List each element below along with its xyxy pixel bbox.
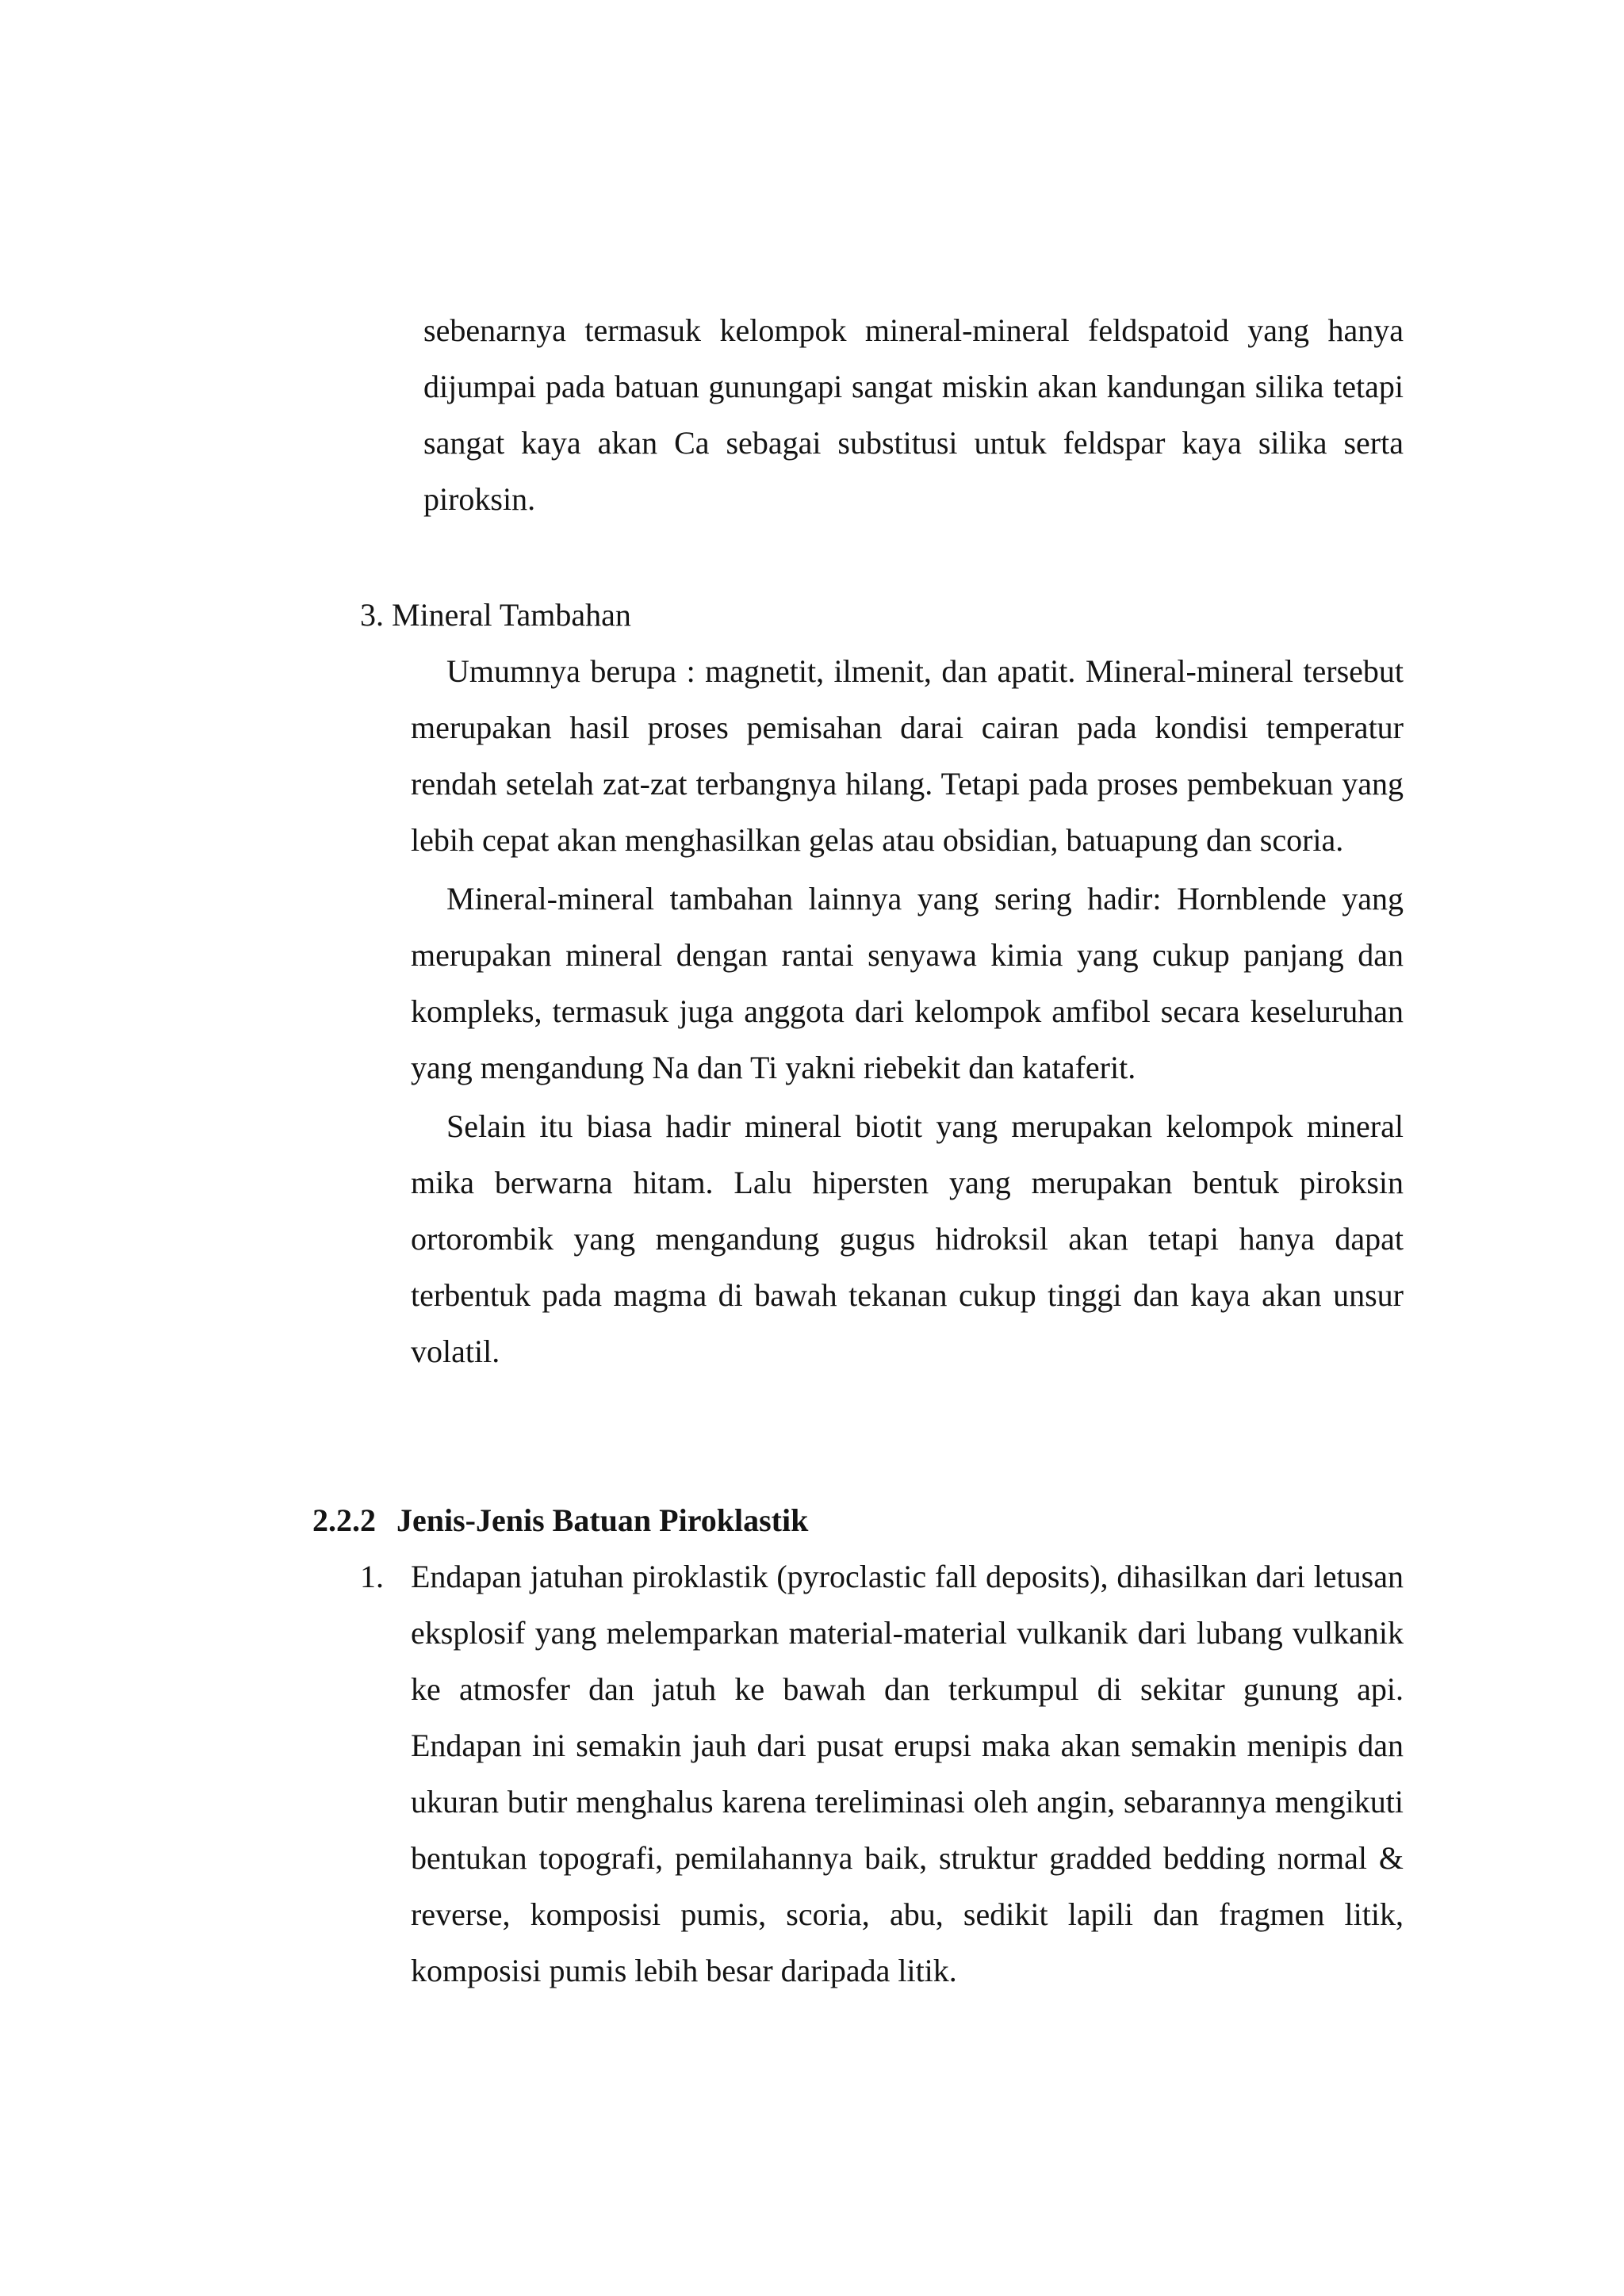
list-item-text: Endapan jatuhan piroklastik (pyroclastic fall deposits), dihasilkan dari letusan eksplosif yang melemparkan material-material vulkanik dari lubang vulkanik ke atmosfer dan jatuh ke bawah dan terkumpul di sekitar gunung api. Endapan ini semakin jauh dari pusat erupsi maka akan semakin menipis dan ukuran butir menghalus karena tereliminasi oleh angin, sebarannya mengikuti bentukan topografi, pemilahannya baik, struktur gradded bedding normal & reverse, komposisi pumis, scoria, abu, sedikit lapili dan fragmen litik, komposisi pumis lebih besar daripada litik. <box>411 1559 1404 1988</box>
section-title: Jenis-Jenis Batuan Piroklastik <box>396 1502 809 1538</box>
mineral-tambahan-paragraph-2: Mineral-mineral tambahan lainnya yang sering hadir: Hornblende yang merupakan mineral dengan rantai senyawa kimia yang cukup panjang dan kompleks, termasuk juga anggota dari kelompok amfibol secara keseluruhan yang mengandung Na dan Ti yakni riebekit dan kataferit. <box>411 881 1404 1085</box>
mineral-tambahan-paragraph-1: Umumnya berupa : magnetit, ilmenit, dan apatit. Mineral-mineral tersebut merupakan hasil proses pemisahan darai cairan pada kondisi temperatur rendah setelah zat-zat terbangnya hilang. Tetapi pada proses pembekuan yang lebih cepat akan menghasilkan gelas atau obsidian, batuapung dan scoria. <box>411 653 1404 858</box>
section-number: 2.2.2 <box>312 1502 376 1538</box>
mineral-tambahan-body <box>411 643 1404 1380</box>
list-item-marker: 1. <box>360 1559 384 1594</box>
continuation-paragraph <box>423 302 1404 527</box>
section-heading <box>312 1492 808 1548</box>
mineral-tambahan-heading: 3. Mineral Tambahan <box>360 597 631 633</box>
continuation-text: sebenarnya termasuk kelompok mineral-mineral feldspatoid yang hanya dijumpai pada batuan gunungapi sangat miskin akan kandungan silika tetapi sangat kaya akan Ca sebagai substitusi untuk feldspar kaya silika serta piroksin. <box>423 312 1404 517</box>
mineral-tambahan-paragraph-3: Selain itu biasa hadir mineral biotit yang merupakan kelompok mineral mika berwarna hitam. Lalu hipersten yang merupakan bentuk piroksin ortorombik yang mengandung gugus hidroksil akan tetapi hanya dapat terbentuk pada magma di bawah tekanan cukup tinggi dan kaya akan unsur volatil. <box>411 1108 1404 1369</box>
list-item <box>411 1548 1404 1999</box>
